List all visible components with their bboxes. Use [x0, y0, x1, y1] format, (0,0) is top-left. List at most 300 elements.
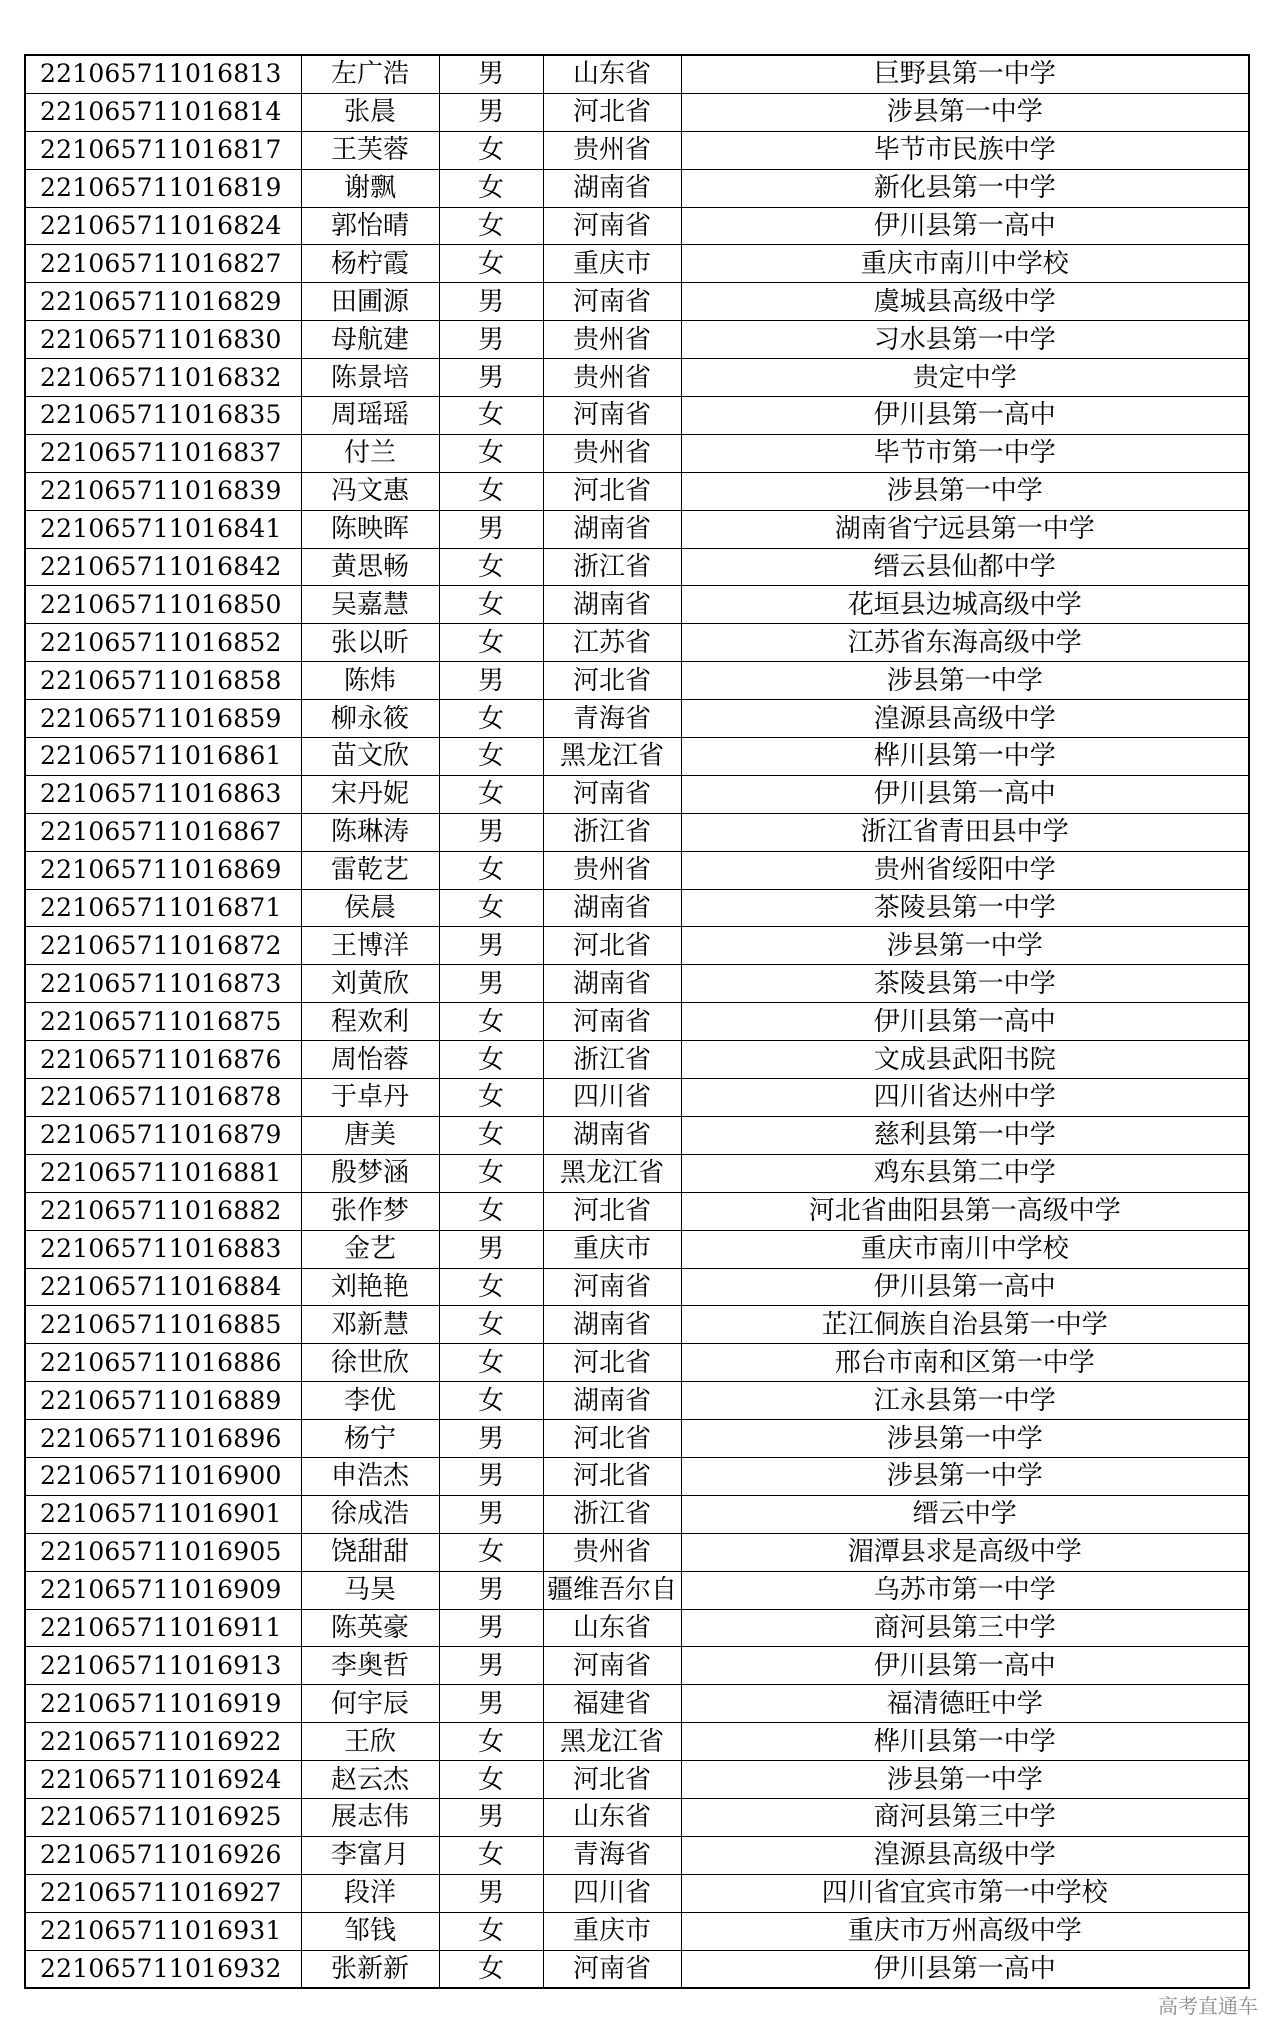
- province-cell: 贵州省: [543, 851, 681, 889]
- name-cell: 马昊: [301, 1571, 439, 1609]
- name-cell: 黄思畅: [301, 548, 439, 586]
- student-list-sheet: [24, 54, 1248, 1989]
- gender-cell: 女: [439, 775, 543, 813]
- table-row: [25, 1344, 1249, 1382]
- school-cell: 伊川县第一高中: [681, 775, 1249, 813]
- table-row: [25, 1495, 1249, 1533]
- exam-number-cell: 221065711016850: [25, 586, 301, 624]
- table-row: [25, 207, 1249, 245]
- province-cell: 疆维吾尔自: [543, 1571, 681, 1609]
- province-cell: 河南省: [543, 775, 681, 813]
- school-cell: 文成县武阳书院: [681, 1041, 1249, 1079]
- name-cell: 冯文惠: [301, 472, 439, 510]
- table-row: [25, 851, 1249, 889]
- table-row: [25, 131, 1249, 169]
- table-row: [25, 1420, 1249, 1458]
- name-cell: 邹钱: [301, 1912, 439, 1950]
- gender-cell: 男: [439, 662, 543, 700]
- table-row: [25, 1836, 1249, 1874]
- school-cell: 缙云县仙都中学: [681, 548, 1249, 586]
- exam-number-cell: 221065711016924: [25, 1761, 301, 1799]
- province-cell: 山东省: [543, 55, 681, 93]
- gender-cell: 女: [439, 700, 543, 738]
- name-cell: 徐成浩: [301, 1495, 439, 1533]
- table-row: [25, 1874, 1249, 1912]
- province-cell: 河北省: [543, 662, 681, 700]
- name-cell: 饶甜甜: [301, 1533, 439, 1571]
- school-cell: 江永县第一中学: [681, 1382, 1249, 1420]
- exam-number-cell: 221065711016878: [25, 1079, 301, 1117]
- province-cell: 山东省: [543, 1798, 681, 1836]
- exam-number-cell: 221065711016859: [25, 700, 301, 738]
- table-row: [25, 283, 1249, 321]
- school-cell: 湟源县高级中学: [681, 700, 1249, 738]
- province-cell: 福建省: [543, 1685, 681, 1723]
- school-cell: 巨野县第一中学: [681, 55, 1249, 93]
- table-row: [25, 1533, 1249, 1571]
- school-cell: 涉县第一中学: [681, 1420, 1249, 1458]
- gender-cell: 男: [439, 283, 543, 321]
- school-cell: 江苏省东海高级中学: [681, 624, 1249, 662]
- school-cell: 河北省曲阳县第一高级中学: [681, 1192, 1249, 1230]
- exam-number-cell: 221065711016817: [25, 131, 301, 169]
- name-cell: 陈炜: [301, 662, 439, 700]
- gender-cell: 女: [439, 851, 543, 889]
- province-cell: 河南省: [543, 1003, 681, 1041]
- name-cell: 李富月: [301, 1836, 439, 1874]
- exam-number-cell: 221065711016927: [25, 1874, 301, 1912]
- school-cell: 福清德旺中学: [681, 1685, 1249, 1723]
- school-cell: 湖南省宁远县第一中学: [681, 510, 1249, 548]
- school-cell: 涉县第一中学: [681, 927, 1249, 965]
- gender-cell: 女: [439, 1761, 543, 1799]
- province-cell: 贵州省: [543, 359, 681, 397]
- exam-number-cell: 221065711016882: [25, 1192, 301, 1230]
- gender-cell: 男: [439, 359, 543, 397]
- school-cell: 贵定中学: [681, 359, 1249, 397]
- gender-cell: 女: [439, 1192, 543, 1230]
- name-cell: 母航建: [301, 321, 439, 359]
- school-cell: 慈利县第一中学: [681, 1116, 1249, 1154]
- exam-number-cell: 221065711016813: [25, 55, 301, 93]
- exam-number-cell: 221065711016832: [25, 359, 301, 397]
- school-cell: 湄潭县求是高级中学: [681, 1533, 1249, 1571]
- table-row: [25, 1571, 1249, 1609]
- school-cell: 新化县第一中学: [681, 169, 1249, 207]
- province-cell: 湖南省: [543, 1306, 681, 1344]
- school-cell: 虞城县高级中学: [681, 283, 1249, 321]
- exam-number-cell: 221065711016871: [25, 889, 301, 927]
- province-cell: 河南省: [543, 283, 681, 321]
- table-row: [25, 775, 1249, 813]
- exam-number-cell: 221065711016896: [25, 1420, 301, 1458]
- exam-number-cell: 221065711016842: [25, 548, 301, 586]
- school-cell: 涉县第一中学: [681, 93, 1249, 131]
- province-cell: 青海省: [543, 1836, 681, 1874]
- gender-cell: 女: [439, 889, 543, 927]
- table-row: [25, 359, 1249, 397]
- name-cell: 周怡蓉: [301, 1041, 439, 1079]
- exam-number-cell: 221065711016867: [25, 813, 301, 851]
- school-cell: 乌苏市第一中学: [681, 1571, 1249, 1609]
- school-cell: 四川省宜宾市第一中学校: [681, 1874, 1249, 1912]
- province-cell: 重庆市: [543, 245, 681, 283]
- gender-cell: 女: [439, 1154, 543, 1192]
- school-cell: 毕节市民族中学: [681, 131, 1249, 169]
- name-cell: 谢飘: [301, 169, 439, 207]
- name-cell: 柳永筱: [301, 700, 439, 738]
- school-cell: 芷江侗族自治县第一中学: [681, 1306, 1249, 1344]
- exam-number-cell: 221065711016909: [25, 1571, 301, 1609]
- province-cell: 浙江省: [543, 1495, 681, 1533]
- school-cell: 伊川县第一高中: [681, 207, 1249, 245]
- province-cell: 河南省: [543, 207, 681, 245]
- province-cell: 贵州省: [543, 131, 681, 169]
- province-cell: 四川省: [543, 1874, 681, 1912]
- province-cell: 河南省: [543, 397, 681, 435]
- school-cell: 商河县第三中学: [681, 1798, 1249, 1836]
- gender-cell: 女: [439, 1268, 543, 1306]
- school-cell: 茶陵县第一中学: [681, 889, 1249, 927]
- gender-cell: 女: [439, 1344, 543, 1382]
- school-cell: 邢台市南和区第一中学: [681, 1344, 1249, 1382]
- exam-number-cell: 221065711016869: [25, 851, 301, 889]
- name-cell: 左广浩: [301, 55, 439, 93]
- school-cell: 茶陵县第一中学: [681, 965, 1249, 1003]
- exam-number-cell: 221065711016900: [25, 1457, 301, 1495]
- name-cell: 陈映晖: [301, 510, 439, 548]
- table-row: [25, 1116, 1249, 1154]
- name-cell: 程欢利: [301, 1003, 439, 1041]
- gender-cell: 男: [439, 1420, 543, 1458]
- province-cell: 贵州省: [543, 1533, 681, 1571]
- table-row: [25, 927, 1249, 965]
- school-cell: 重庆市南川中学校: [681, 1230, 1249, 1268]
- table-row: [25, 813, 1249, 851]
- gender-cell: 女: [439, 434, 543, 472]
- province-cell: 重庆市: [543, 1912, 681, 1950]
- table-row: [25, 738, 1249, 776]
- gender-cell: 女: [439, 245, 543, 283]
- exam-number-cell: 221065711016913: [25, 1647, 301, 1685]
- name-cell: 何宇辰: [301, 1685, 439, 1723]
- name-cell: 侯晨: [301, 889, 439, 927]
- province-cell: 黑龙江省: [543, 1154, 681, 1192]
- exam-number-cell: 221065711016881: [25, 1154, 301, 1192]
- student-table-body: [25, 55, 1249, 1988]
- exam-number-cell: 221065711016905: [25, 1533, 301, 1571]
- school-cell: 缙云中学: [681, 1495, 1249, 1533]
- province-cell: 河北省: [543, 1761, 681, 1799]
- province-cell: 湖南省: [543, 889, 681, 927]
- province-cell: 重庆市: [543, 1230, 681, 1268]
- exam-number-cell: 221065711016819: [25, 169, 301, 207]
- name-cell: 唐美: [301, 1116, 439, 1154]
- province-cell: 贵州省: [543, 434, 681, 472]
- exam-number-cell: 221065711016830: [25, 321, 301, 359]
- exam-number-cell: 221065711016835: [25, 397, 301, 435]
- province-cell: 浙江省: [543, 1041, 681, 1079]
- table-row: [25, 1079, 1249, 1117]
- gender-cell: 女: [439, 1116, 543, 1154]
- gender-cell: 男: [439, 1798, 543, 1836]
- exam-number-cell: 221065711016886: [25, 1344, 301, 1382]
- gender-cell: 女: [439, 131, 543, 169]
- province-cell: 河北省: [543, 1420, 681, 1458]
- name-cell: 张作梦: [301, 1192, 439, 1230]
- school-cell: 涉县第一中学: [681, 1457, 1249, 1495]
- gender-cell: 男: [439, 1685, 543, 1723]
- exam-number-cell: 221065711016932: [25, 1950, 301, 1988]
- exam-number-cell: 221065711016872: [25, 927, 301, 965]
- province-cell: 湖南省: [543, 510, 681, 548]
- table-row: [25, 1761, 1249, 1799]
- table-row: [25, 1647, 1249, 1685]
- gender-cell: 女: [439, 1723, 543, 1761]
- gender-cell: 女: [439, 397, 543, 435]
- province-cell: 河南省: [543, 1950, 681, 1988]
- gender-cell: 女: [439, 169, 543, 207]
- table-row: [25, 397, 1249, 435]
- table-row: [25, 624, 1249, 662]
- gender-cell: 男: [439, 1647, 543, 1685]
- table-row: [25, 1230, 1249, 1268]
- name-cell: 宋丹妮: [301, 775, 439, 813]
- gender-cell: 女: [439, 1003, 543, 1041]
- name-cell: 吴嘉慧: [301, 586, 439, 624]
- exam-number-cell: 221065711016919: [25, 1685, 301, 1723]
- province-cell: 湖南省: [543, 169, 681, 207]
- province-cell: 河北省: [543, 1192, 681, 1230]
- table-row: [25, 1723, 1249, 1761]
- name-cell: 赵云杰: [301, 1761, 439, 1799]
- name-cell: 段洋: [301, 1874, 439, 1912]
- gender-cell: 女: [439, 738, 543, 776]
- table-row: [25, 662, 1249, 700]
- gender-cell: 女: [439, 207, 543, 245]
- school-cell: 四川省达州中学: [681, 1079, 1249, 1117]
- school-cell: 伊川县第一高中: [681, 397, 1249, 435]
- province-cell: 浙江省: [543, 813, 681, 851]
- name-cell: 陈琳涛: [301, 813, 439, 851]
- table-row: [25, 965, 1249, 1003]
- province-cell: 湖南省: [543, 1382, 681, 1420]
- gender-cell: 女: [439, 1533, 543, 1571]
- name-cell: 王博洋: [301, 927, 439, 965]
- gender-cell: 男: [439, 1230, 543, 1268]
- gender-cell: 女: [439, 548, 543, 586]
- exam-number-cell: 221065711016931: [25, 1912, 301, 1950]
- name-cell: 李奥哲: [301, 1647, 439, 1685]
- province-cell: 河南省: [543, 1647, 681, 1685]
- exam-number-cell: 221065711016858: [25, 662, 301, 700]
- gender-cell: 女: [439, 1912, 543, 1950]
- name-cell: 杨宁: [301, 1420, 439, 1458]
- table-row: [25, 55, 1249, 93]
- school-cell: 商河县第三中学: [681, 1609, 1249, 1647]
- exam-number-cell: 221065711016922: [25, 1723, 301, 1761]
- school-cell: 鸡东县第二中学: [681, 1154, 1249, 1192]
- exam-number-cell: 221065711016852: [25, 624, 301, 662]
- name-cell: 申浩杰: [301, 1457, 439, 1495]
- school-cell: 习水县第一中学: [681, 321, 1249, 359]
- table-row: [25, 1609, 1249, 1647]
- table-row: [25, 321, 1249, 359]
- name-cell: 张新新: [301, 1950, 439, 1988]
- exam-number-cell: 221065711016873: [25, 965, 301, 1003]
- exam-number-cell: 221065711016925: [25, 1798, 301, 1836]
- province-cell: 贵州省: [543, 321, 681, 359]
- gender-cell: 男: [439, 93, 543, 131]
- exam-number-cell: 221065711016875: [25, 1003, 301, 1041]
- gender-cell: 男: [439, 965, 543, 1003]
- province-cell: 河南省: [543, 1268, 681, 1306]
- name-cell: 周瑶瑶: [301, 397, 439, 435]
- exam-number-cell: 221065711016861: [25, 738, 301, 776]
- province-cell: 湖南省: [543, 586, 681, 624]
- student-table: [24, 54, 1250, 1989]
- gender-cell: 男: [439, 813, 543, 851]
- name-cell: 陈英豪: [301, 1609, 439, 1647]
- exam-number-cell: 221065711016911: [25, 1609, 301, 1647]
- exam-number-cell: 221065711016827: [25, 245, 301, 283]
- school-cell: 涉县第一中学: [681, 662, 1249, 700]
- exam-number-cell: 221065711016814: [25, 93, 301, 131]
- gender-cell: 女: [439, 1950, 543, 1988]
- gender-cell: 男: [439, 321, 543, 359]
- school-cell: 伊川县第一高中: [681, 1647, 1249, 1685]
- exam-number-cell: 221065711016839: [25, 472, 301, 510]
- table-row: [25, 548, 1249, 586]
- gender-cell: 女: [439, 1079, 543, 1117]
- exam-number-cell: 221065711016824: [25, 207, 301, 245]
- gender-cell: 女: [439, 1382, 543, 1420]
- table-row: [25, 1003, 1249, 1041]
- table-row: [25, 472, 1249, 510]
- table-row: [25, 510, 1249, 548]
- name-cell: 王芙蓉: [301, 131, 439, 169]
- name-cell: 邓新慧: [301, 1306, 439, 1344]
- name-cell: 金艺: [301, 1230, 439, 1268]
- province-cell: 河北省: [543, 93, 681, 131]
- school-cell: 湟源县高级中学: [681, 1836, 1249, 1874]
- name-cell: 于卓丹: [301, 1079, 439, 1117]
- province-cell: 青海省: [543, 700, 681, 738]
- table-row: [25, 1382, 1249, 1420]
- name-cell: 张以昕: [301, 624, 439, 662]
- school-cell: 伊川县第一高中: [681, 1950, 1249, 1988]
- exam-number-cell: 221065711016841: [25, 510, 301, 548]
- province-cell: 河北省: [543, 1457, 681, 1495]
- name-cell: 刘艳艳: [301, 1268, 439, 1306]
- name-cell: 陈景培: [301, 359, 439, 397]
- exam-number-cell: 221065711016883: [25, 1230, 301, 1268]
- gender-cell: 男: [439, 1874, 543, 1912]
- province-cell: 河北省: [543, 472, 681, 510]
- table-row: [25, 889, 1249, 927]
- name-cell: 苗文欣: [301, 738, 439, 776]
- exam-number-cell: 221065711016879: [25, 1116, 301, 1154]
- gender-cell: 男: [439, 1457, 543, 1495]
- school-cell: 伊川县第一高中: [681, 1268, 1249, 1306]
- table-row: [25, 245, 1249, 283]
- table-row: [25, 1041, 1249, 1079]
- gender-cell: 女: [439, 472, 543, 510]
- gender-cell: 男: [439, 510, 543, 548]
- gender-cell: 男: [439, 55, 543, 93]
- school-cell: 毕节市第一中学: [681, 434, 1249, 472]
- gender-cell: 男: [439, 927, 543, 965]
- watermark-text: 高考直通车: [1158, 1994, 1258, 2018]
- gender-cell: 女: [439, 1306, 543, 1344]
- school-cell: 伊川县第一高中: [681, 1003, 1249, 1041]
- school-cell: 重庆市万州高级中学: [681, 1912, 1249, 1950]
- name-cell: 展志伟: [301, 1798, 439, 1836]
- table-row: [25, 1306, 1249, 1344]
- name-cell: 杨柠霞: [301, 245, 439, 283]
- table-row: [25, 434, 1249, 472]
- name-cell: 雷乾艺: [301, 851, 439, 889]
- school-cell: 涉县第一中学: [681, 472, 1249, 510]
- table-row: [25, 700, 1249, 738]
- exam-number-cell: 221065711016884: [25, 1268, 301, 1306]
- gender-cell: 女: [439, 586, 543, 624]
- gender-cell: 男: [439, 1571, 543, 1609]
- table-row: [25, 1268, 1249, 1306]
- table-row: [25, 1950, 1249, 1988]
- table-row: [25, 1154, 1249, 1192]
- province-cell: 河北省: [543, 927, 681, 965]
- gender-cell: 男: [439, 1495, 543, 1533]
- school-cell: 桦川县第一中学: [681, 738, 1249, 776]
- table-row: [25, 1912, 1249, 1950]
- name-cell: 刘黄欣: [301, 965, 439, 1003]
- name-cell: 王欣: [301, 1723, 439, 1761]
- name-cell: 李优: [301, 1382, 439, 1420]
- exam-number-cell: 221065711016889: [25, 1382, 301, 1420]
- province-cell: 黑龙江省: [543, 1723, 681, 1761]
- exam-number-cell: 221065711016863: [25, 775, 301, 813]
- exam-number-cell: 221065711016876: [25, 1041, 301, 1079]
- table-row: [25, 93, 1249, 131]
- table-row: [25, 1192, 1249, 1230]
- name-cell: 付兰: [301, 434, 439, 472]
- table-row: [25, 169, 1249, 207]
- province-cell: 湖南省: [543, 965, 681, 1003]
- gender-cell: 男: [439, 1609, 543, 1647]
- school-cell: 重庆市南川中学校: [681, 245, 1249, 283]
- exam-number-cell: 221065711016885: [25, 1306, 301, 1344]
- province-cell: 四川省: [543, 1079, 681, 1117]
- gender-cell: 女: [439, 1041, 543, 1079]
- exam-number-cell: 221065711016901: [25, 1495, 301, 1533]
- province-cell: 黑龙江省: [543, 738, 681, 776]
- province-cell: 湖南省: [543, 1116, 681, 1154]
- table-row: [25, 1798, 1249, 1836]
- province-cell: 河北省: [543, 1344, 681, 1382]
- province-cell: 山东省: [543, 1609, 681, 1647]
- school-cell: 涉县第一中学: [681, 1761, 1249, 1799]
- exam-number-cell: 221065711016926: [25, 1836, 301, 1874]
- exam-number-cell: 221065711016829: [25, 283, 301, 321]
- name-cell: 田圃源: [301, 283, 439, 321]
- table-row: [25, 1457, 1249, 1495]
- gender-cell: 女: [439, 1836, 543, 1874]
- school-cell: 花垣县边城高级中学: [681, 586, 1249, 624]
- table-row: [25, 586, 1249, 624]
- name-cell: 殷梦涵: [301, 1154, 439, 1192]
- name-cell: 张晨: [301, 93, 439, 131]
